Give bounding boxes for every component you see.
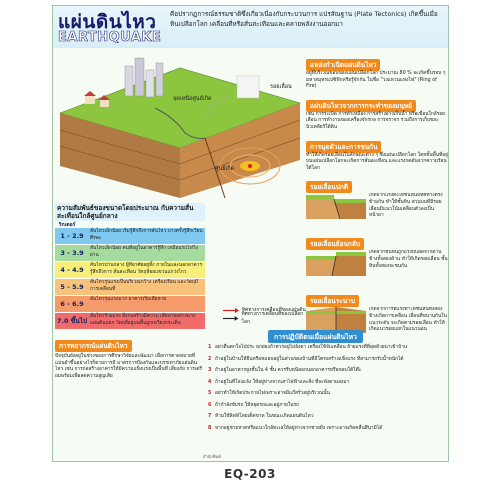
practice-item [208, 345, 448, 357]
fault3-text: เกิดจากการที่แรงทำให้ชั้นหินทั้งสองข้างเกิดการเคลื่อน เลื่อนที่ขนานกันในแนวระดับ จะเกิดตามรอยเลื่อน ทำให้เกิดแนวรอยแยกในแนวนอน [369, 307, 447, 333]
right-column [306, 52, 448, 333]
practice-number: 6 [208, 402, 212, 408]
practice-number: 2 [208, 356, 212, 362]
scale-magnitude: 7.0 ขึ้นไป [56, 317, 88, 325]
title-english: EARTHQUAKE [58, 30, 162, 45]
header-description: คือปรากฏการณ์ธรรมชาติซึ่งเกี่ยวเนื่องกับกระบวนการ แปรสัณฐาน (Plate Tectonics) เกิดขึ้นเมื่อหินเปลือกโลก เคลื่อนที่หรือสั่นสะเทือนและคลายพลังงานออกมา [170, 10, 438, 28]
reverse-fault-icon [306, 250, 366, 276]
practice-number: 5 [208, 391, 212, 396]
practice-item [208, 403, 448, 415]
forecast-heading: การพยากรณ์แผ่นดินไหว [55, 340, 132, 352]
scale-col-label: ริกเตอร์ [59, 222, 76, 228]
practice-text: ถ้าอยู่ในอาคารสูงชั้นใน 4 ชั้น ควรรีบหนีออกนอกอาคารหรือหลบใต้โต๊ะ [215, 368, 362, 373]
fault3-heading: รอยเลื่อนระนาบ [306, 295, 359, 307]
scale-magnitude: 1 - 2.9 [60, 232, 84, 240]
practice-text: ถ้าอยู่ในที่โล่งแจ้ง ให้อยู่ห่างจากเสาไฟฟ้าและสิ่ง ที่จะพังตามลงมา [215, 379, 350, 385]
legend-item-1: ทิศทางการเคลื่อนที่ของแผ่นดิน [242, 308, 306, 313]
scale-magnitude: 4 - 4.9 [60, 266, 84, 274]
fault2-heading: รอยเลื่อนย้อนกลับ [306, 238, 364, 250]
practice-section [208, 324, 448, 452]
scale-description: สั่นไหวเล็กน้อย คนที่อยู่ในอาคารรู้สึก เหมือนรถไฟวิ่งผ่าน [90, 246, 198, 258]
title-thai: แผ่นดินไหว [58, 11, 157, 33]
scale-magnitude: 3 - 3.9 [60, 249, 84, 257]
human-heading: แผ่นดินไหวจากการกระทำของมนุษย์ [306, 100, 416, 112]
practice-number: 8 [208, 425, 212, 431]
publisher-label: สำนักพิมพ์ [203, 454, 221, 459]
arrow-black-icon [223, 316, 238, 321]
practice-text: อย่าทำให้เกิดประกายไฟเพราะอาจมีแก๊สรั่วอยู่บริเวณนั้น [215, 391, 330, 396]
practice-heading: การปฏิบัติตนเมื่อแผ่นดินไหว [268, 330, 363, 343]
origin-heading: แหล่งกำเนิดแผ่นดินไหว [306, 59, 380, 71]
label-focus: ศูนย์เกิด [215, 166, 235, 172]
origin-text: อยู่ที่บริเวณขอบของแผ่นเปลือกโลก ประมาณ 80 % จะเกิดขึ้นรอบ ๆ มหาสมุทรแปซิฟิกหรือรู้จักกัน ในชื่อ "วงแหวนแห่งไฟ" (Ring of Fire) [306, 71, 446, 90]
plate-text: ทำให้เกิดรอยเลื่อนในลักษณะต่าง ๆ ซึ่งแผ่นเปลือกโลก โดยขั้นพื้นที่อยู่บนแผ่นเปลือกโลกจะเกิดการสั่นสะเทือน และแรงกดดันจากความร้อนใต้โลก [306, 152, 448, 171]
poster-header [53, 6, 449, 48]
legend [223, 306, 309, 324]
practice-item [208, 357, 448, 369]
arrow-red-icon [223, 308, 239, 313]
practice-item [208, 426, 448, 438]
practice-number: 7 [208, 414, 212, 419]
earthquake-diagram [55, 48, 305, 200]
scale-magnitude: 5 - 5.9 [60, 283, 84, 291]
fault1-heading: รอยเลื่อนปกติ [306, 181, 352, 193]
practice-text: ถ้ากำลังขับรถ ให้หยุดรถและอยู่ภายในรถ [215, 402, 299, 408]
forecast-text: ปัจจุบันยังอยู่ในช่วงของการศึกษาวิจัยและพัฒนา เพื่อการคาดหมายที่แม่นยำขึ้นอย่างไรก็ตามการมี มาตรการป้องกันและบรรเทาภัยแผ่นดินไหว เช่น การก่อสร้างอาคารให้มีความแข็งแรงเป็นพื้นที่ เสี่ยงภัย การเตรียมพร้อมเพื่อลดความสูญเสีย [55, 354, 203, 379]
fault2-text: เกิดจากชั้นหินถูกแรงบีบอัดจากด้านข้างทั้งสองด้าน ทำให้เกิดรอยเลื่อน ชั้นหินทั้งสองจะชนกัน [369, 250, 448, 269]
scale-row [55, 279, 205, 296]
scale-description: สั่นไหวปานกลาง ผู้ที่อาศัยอยู่ทั้ง ภายในและนอกอาคารรู้สึกถึงการ สั่นสะเทือน วัตถุห้อยแขวนแกว่งไกว [90, 263, 203, 275]
scale-heading: ความสัมพันธ์ของขนาดโดยประมาณ กับความสั่นสะเทือนใกล้ศูนย์กลาง [55, 203, 205, 221]
practice-text: ถ้าอยู่ในบ้านให้ยืนหรือหมอบอยู่ในส่วนของบ้านที่มีโครงสร้างแข็งแรง ที่สามารถรับน้ำหนักได้ [215, 356, 404, 362]
scale-magnitude: 6 - 6.9 [60, 300, 84, 308]
fault1-text: เกิดจากแรงดึงให้ชั้นหินมีทิศทางตรงข้ามกัน ทำให้ชั้นหิน ส่วนบนที่มีรอยเลื่อนมีแนวโน้มเคลื่อนตัวลงเป็นหน้าผา [369, 193, 443, 219]
scale-row [55, 296, 205, 313]
scale-description: สั่นไหวรุนแรงมาก อาคารเริ่มเสียหาย [90, 297, 167, 302]
forecast-section [55, 333, 205, 380]
practice-number: 1 [208, 345, 212, 350]
practice-item [208, 414, 448, 426]
footer [203, 453, 448, 462]
label-fault: รอยเลื่อน [270, 84, 292, 90]
scale-description: สั่นไหวเล็กน้อย เริ่มรู้สึกถึงการสั่นไหว บางครั้งรู้สึกเวียนศีรษะ [90, 229, 203, 241]
practice-number: 4 [208, 379, 212, 385]
product-code: EQ-203 [224, 467, 276, 481]
practice-item [208, 391, 448, 403]
label-epicenter: จุดเหนือศูนย์เกิด [173, 96, 212, 102]
poster [52, 5, 449, 462]
scale-description: สั่นไหวรุนแรงเป็นบริเวณกว้าง เครื่องเรือน และวัตถุมีการเคลื่อนที่ [90, 280, 198, 292]
scale-row [55, 262, 205, 279]
practice-text: หากอยู่ชายหาดหรือแนวใกล้ทะเลให้อยู่ห่างจากชายฝั่ง เพราะอาจเกิดคลื่นสึนามิได้ [215, 425, 383, 431]
human-text: เช่น การระเบิด การทำเหมือง การสร้างอ่างเก็บน้ำ หรือเขื่อนใกล้รอยเลื่อน การทำงานของเครื่องจักรกล การจราจร รวมถึงการเก็บขยะนิวเคลียร์ใต้ดิน [306, 111, 445, 130]
practice-text: อย่าตื่นตกใจไปประ ยกย่องถ้าควรอยู่ไม่ยั่งตา เครื่องใช้จับเคลื่อน ย้ายแรงที่ที่สุดด้วยมาเข้าบ้าน [215, 345, 408, 350]
plate-heading: การมุดตัวและการชนกัน [306, 141, 381, 153]
practice-number: 3 [208, 368, 212, 373]
scale-row [55, 313, 205, 330]
practice-text: ห้ามใช้ลิฟท์โดยเด็ดขาด ในขณะเกิดแผ่นดินไหว [215, 414, 314, 419]
legend-item-2: ทิศทางการเคลื่อนที่ของเปลือกโลก [241, 312, 304, 325]
practice-list [208, 345, 448, 437]
scale-description: สั่นไหวร้ายแรง สิ่งก่อสร้างมีความ เสียหายอย่างมาก แผ่นดินแยก วัตถุที่อยู่บนพื้นถูกเหวี่ยงกระเด็น [90, 314, 196, 326]
normal-fault-icon [306, 193, 366, 219]
scale-row [55, 245, 205, 262]
scale-table [55, 228, 205, 330]
practice-item [208, 380, 448, 392]
left-column [55, 203, 205, 458]
practice-item [208, 368, 448, 380]
scale-row [55, 228, 205, 245]
